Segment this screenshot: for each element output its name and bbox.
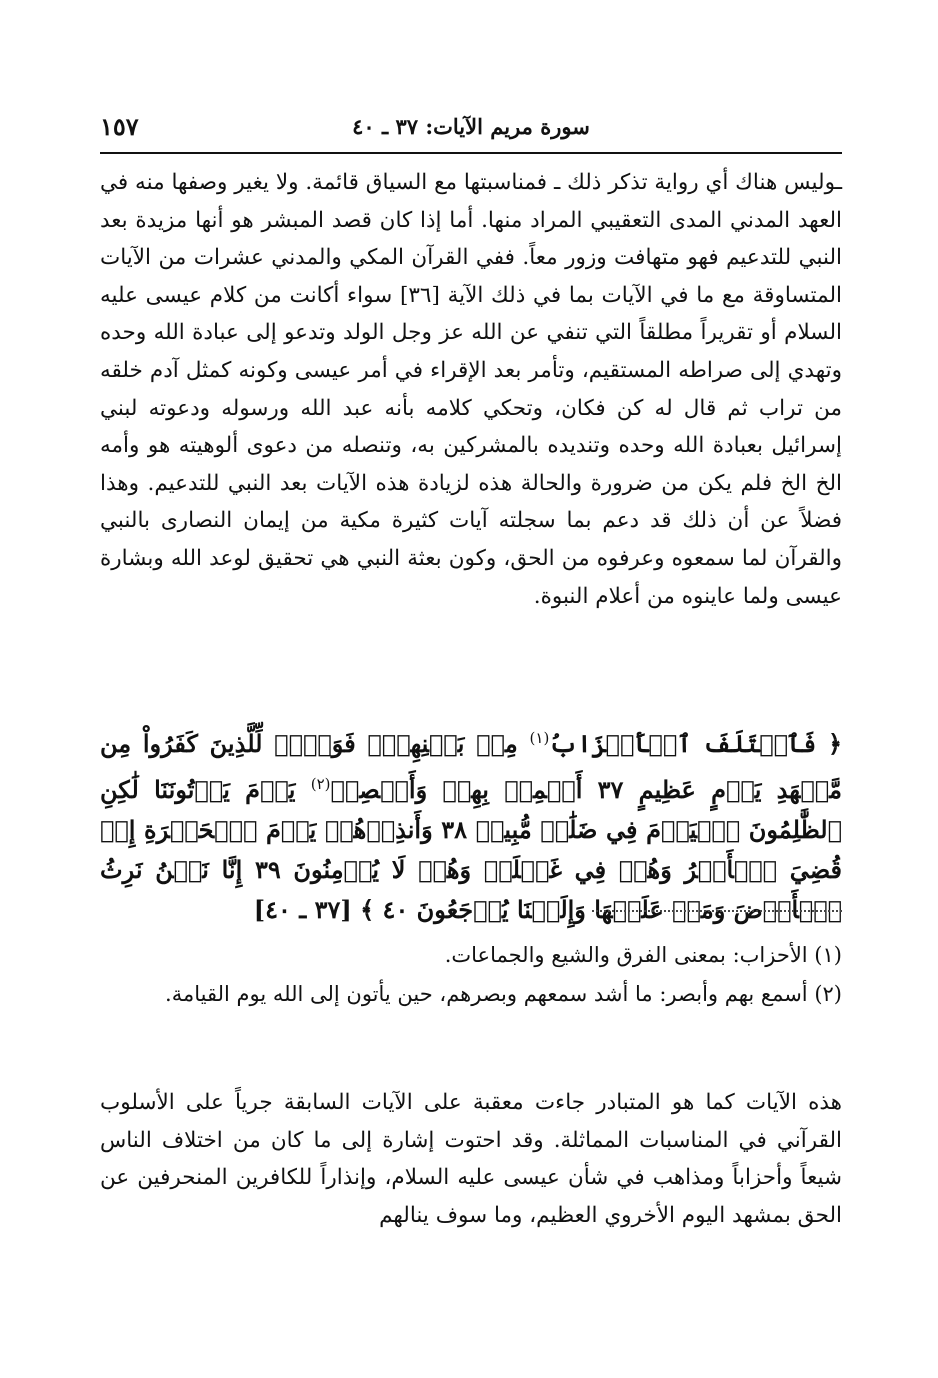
footnote-1: (١) الأحزاب: بمعنى الفرق والشيع والجماعات.: [444, 943, 842, 967]
commentary-paragraph-2: هذه الآيات كما هو المتبادر جاءت معقبة على الآيات السابقة جرياً على الأسلوب القرآني في المناسبات المماثلة. وقد احتوت إشارة إلى ما كان من اختلاف الناس شيعاً وأحزاباً ومذاهب في شأن عيسى عليه السلام، وإنذاراً للكافرين المنحرفين عن الحق بمشهد اليوم الأخروي العظيم، وما سوف ينالهم: [100, 1090, 842, 1228]
page-header: [100, 108, 842, 154]
running-title: سورة مريم الآيات: ٣٧ ـ ٤٠: [352, 114, 590, 139]
commentary-block-2: [100, 1084, 842, 1234]
footnotes: [100, 936, 842, 1014]
verse-open-bracket: ﴿: [827, 729, 842, 758]
footnote-2: (٢) أسمع بهم وأبصر: ما أشد سمعهم وبصرهم، حين يأتون إلى الله يوم القيامة.: [165, 982, 842, 1006]
page-number: ١٥٧: [100, 112, 139, 141]
footnote-ref-2: (٢): [310, 775, 331, 793]
commentary-paragraph-1: ـوليس هناك أي رواية تذكر ذلك ـ فمناسبتها مع السياق قائمة. ولا يغير وصفها منه في العهد المدني المدى التعقيبي المراد منها. أما إذا كان قصد المبشر هو أنها مزيدة بعد النبي للتدعيم فهو متهافت وزور معاً. ففي القرآن المكي والمدني عشرات من الآيات المتساوقة مع ما في الآيات بما في ذلك الآية [٣٦] سواء أكانت من كلام عيسى عليه السلام أو تقريراً مطلقاً التي تنفي عن الله عز وجل الولد وتدعو إلى عبادة الله وحده وتهدي إلى صراطه المستقيم، وتأمر بعد الإقراء في أمر عيسى وكونه كمثل آدم خلقه من تراب ثم قال له كن فكان، وتحكي كلامه بأنه عبد الله ورسوله ودعوته لبني إسرائيل بعبادة الله وحده وتنديده بالمشركين به، وتنصله من دعوى ألوهيته هو وأمه الخ الخ فلم يكن من ضرورة والحالة هذه لزيادة هذه الآيات بعد النبي للتدعيم. وهذا فضلاً عن أن ذلك قد دعم بما سجلته آيات كثيرة مكية من إيمان النصارى بالنبي والقرآن لما سمعوه وعرفوه من الحق، وكون بعثة النبي هي تحقيق لوعد الله وبشارة عيسى ولما عاينوه من أعلام النبوة.: [100, 170, 842, 609]
verse-range: [٣٧ ـ ٤٠]: [253, 895, 352, 924]
footnote-separator: [592, 910, 842, 912]
header-rule: [100, 152, 842, 154]
verse-text-part-2: مِنۢ بَيۡنِهِمۡۖ فَوَيۡلٞ لِّلَّذِينَ كَفَرُواْ مِن مَّشۡهَدِ يَوۡمٍ عَظِيمٍ ٣٧ أَسۡمِعۡ بِهِمۡ وَأَبۡصِرۡ: [100, 729, 843, 804]
quran-verses: [100, 718, 842, 930]
verse-close-bracket: ﴾: [360, 895, 375, 924]
verse-text-part-3: يَوۡمَ يَأۡتُونَنَا لَٰكِنِ ٱلظَّٰلِمُونَ ٱلۡيَوۡمَ فِي ضَلَٰلٖ مُّبِينٖ ٣٨ وَأَنذِرۡهُمۡ يَوۡمَ ٱلۡحَسۡرَةِ إِذۡ قُضِيَ ٱلۡأَمۡرُ وَهُمۡ فِي غَفۡلَةٖ وَهُمۡ لَا يُؤۡمِنُونَ ٣٩ إِنَّا نَحۡنُ نَرِثُ ٱلۡأَرۡضَ وَمَنۡ عَلَيۡهَا وَإِلَيۡنَا يُرۡجَعُونَ ٤٠: [100, 775, 842, 924]
verse-text-part-1: فَٱخۡتَلَفَ ٱلۡأَحۡزَابُ: [549, 729, 817, 758]
commentary-block-1: [100, 164, 842, 615]
footnote-ref-1: (١): [529, 729, 550, 747]
